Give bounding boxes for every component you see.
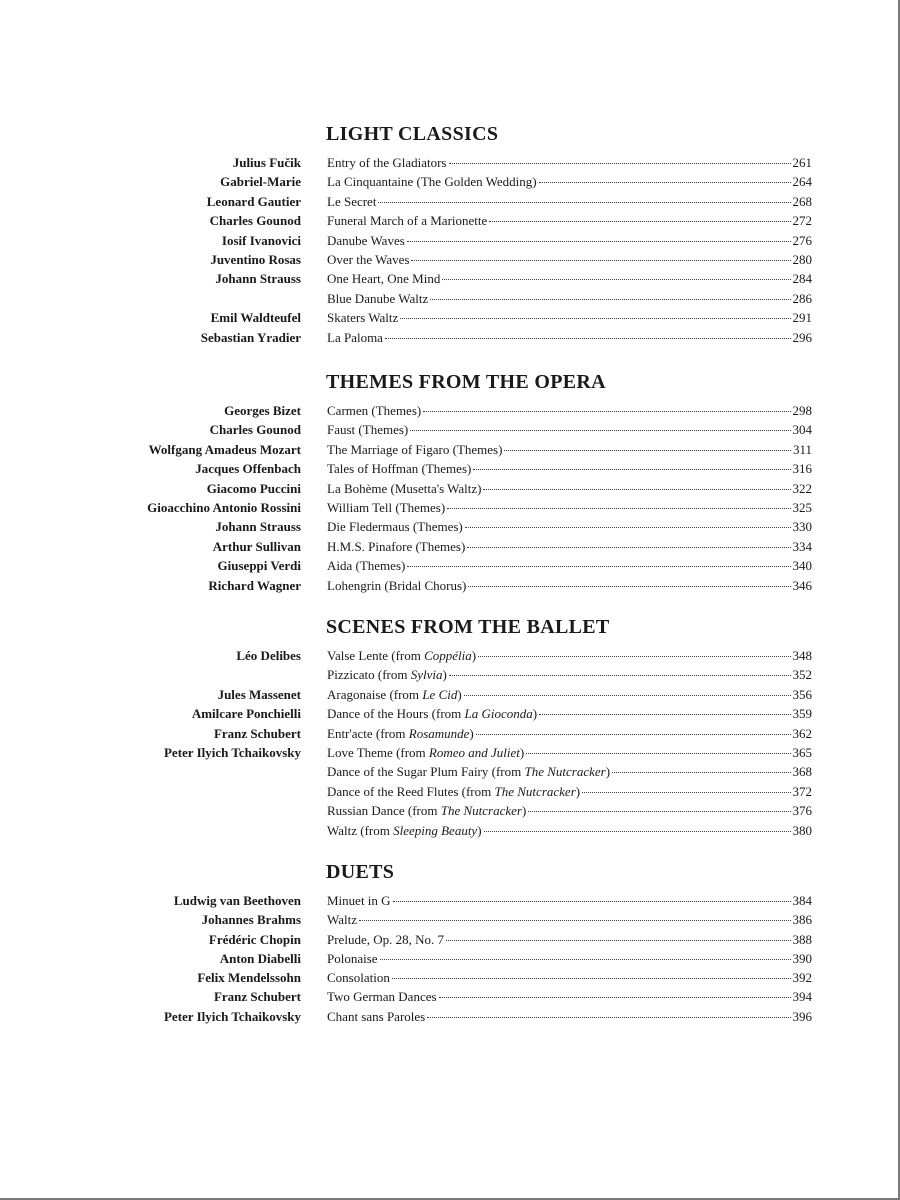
entry-title-line [327, 440, 812, 459]
dot-leader [528, 810, 790, 812]
piece-title-end: ) [519, 745, 525, 760]
piece-title-text: Russian Dance (from [327, 803, 441, 819]
entry-title-line [327, 537, 812, 556]
dot-leader [359, 919, 791, 921]
toc-entry [0, 308, 900, 327]
dot-leader [407, 240, 791, 242]
composer-name: Julius Fučik [232, 155, 301, 170]
toc-entry [0, 724, 900, 743]
page-number: 298 [792, 403, 812, 418]
entry-title-line [327, 479, 812, 498]
composer-name: Charles Gounod [209, 422, 301, 438]
work-title: Sylvia [410, 667, 443, 683]
toc-entry [0, 401, 900, 420]
work-title: Sleeping Beauty [393, 822, 478, 838]
toc-entry [0, 250, 900, 269]
work-title: Coppélia [424, 648, 472, 663]
entry-title-line [327, 724, 812, 743]
piece-title [327, 762, 610, 781]
piece-title [327, 172, 537, 191]
piece-title [327, 665, 447, 684]
dot-leader [410, 429, 790, 431]
piece-title-text: Faust (Themes) [327, 422, 409, 438]
work-title: Rosamunde [408, 725, 470, 741]
piece-title-text: Dance of the Hours (from [327, 706, 465, 722]
entry-title-line [327, 401, 812, 420]
piece-title [327, 704, 537, 723]
dot-leader [439, 996, 791, 998]
toc-entry [0, 517, 900, 536]
page-number: 362 [792, 725, 812, 741]
composer-name: Franz Schubert [213, 725, 301, 741]
entry-title-line [327, 308, 812, 327]
work-title: La Gioconda [464, 706, 533, 722]
toc-entry [0, 646, 900, 665]
piece-title-text: Skaters Waltz [327, 310, 399, 326]
piece-title [327, 289, 428, 308]
piece-title [327, 930, 444, 949]
entry-title-line [327, 153, 812, 172]
toc-entry [0, 762, 900, 781]
page-number: 388 [792, 931, 812, 947]
piece-title [327, 987, 437, 1006]
piece-title-text: Chant sans Paroles [327, 1008, 426, 1024]
page-number: 384 [792, 893, 812, 908]
piece-title-text: Funeral March of a Marionette [327, 213, 488, 229]
dot-leader [467, 546, 790, 548]
dot-leader [442, 278, 790, 280]
piece-title [327, 782, 580, 801]
entry-title-line [327, 211, 812, 230]
toc-entry [0, 968, 900, 987]
piece-title-end: ) [457, 686, 462, 702]
composer-name: Felix Mendelssohn [197, 970, 301, 985]
dot-leader [465, 526, 791, 528]
page-number: 340 [792, 558, 812, 574]
toc-entry [0, 211, 900, 230]
entry-title-line [327, 762, 812, 781]
piece-title-text: Blue Danube Waltz [327, 290, 429, 306]
page-number: 280 [792, 252, 812, 267]
composer-name: Georges Bizet [224, 403, 301, 418]
piece-title [327, 891, 391, 910]
page-number: 325 [792, 500, 812, 515]
dot-leader [449, 674, 791, 676]
page-number: 359 [792, 706, 812, 722]
piece-title-text: One Heart, One Mind [327, 271, 441, 287]
piece-title-text: Aragonaise (from [327, 686, 423, 702]
piece-title-text: La Paloma [327, 329, 383, 345]
page-number: 311 [792, 441, 812, 457]
composer-name: Giuseppi Verdi [217, 558, 301, 574]
entry-title-line [327, 498, 812, 517]
dot-leader [447, 507, 790, 509]
toc-entry [0, 665, 900, 684]
composer-name: Peter Ilyich Tchaikovsky [163, 1008, 301, 1024]
piece-title-end: ) [477, 822, 482, 838]
dot-leader [539, 713, 790, 715]
piece-title [327, 949, 378, 968]
toc-entry [0, 782, 900, 801]
toc-entry [0, 743, 900, 762]
entry-title-line [327, 556, 812, 575]
composer-name: Amilcare Ponchielli [191, 706, 301, 722]
dot-leader [411, 259, 790, 261]
entry-title-line [327, 685, 812, 704]
dot-leader [393, 900, 791, 902]
entry-title-line [327, 782, 812, 801]
dot-leader [483, 488, 790, 490]
dot-leader [582, 791, 790, 793]
toc-entry [0, 1007, 900, 1026]
page-number: 268 [792, 193, 812, 209]
section-heading: LIGHT CLASSICS [326, 123, 499, 145]
work-title: Romeo and Juliet [428, 745, 520, 760]
piece-title-end: ) [532, 706, 538, 722]
entry-title-line [327, 172, 812, 191]
entry-title-line [327, 968, 812, 987]
piece-title-text: Polonaise [327, 950, 378, 966]
entry-title-line [327, 1007, 812, 1026]
composer-name: Johannes Brahms [201, 912, 301, 928]
piece-title-text: Aida (Themes) [327, 558, 406, 574]
piece-title-text: La Cinquantaine (The Golden Wedding) [327, 174, 537, 190]
entry-title-line [327, 665, 812, 684]
entry-title-line [327, 517, 812, 536]
piece-title-text: Lohengrin (Bridal Chorus) [327, 577, 467, 593]
page-number: 365 [792, 745, 812, 760]
piece-title [327, 153, 447, 172]
page-number: 368 [792, 764, 812, 780]
composer-name: Ludwig van Beethoven [173, 893, 301, 908]
toc-entry [0, 459, 900, 478]
dot-leader [427, 1016, 790, 1018]
composer-name: Emil Waldteufel [210, 310, 301, 326]
piece-title [327, 556, 405, 575]
toc-entry [0, 930, 900, 949]
page-number: 392 [792, 970, 812, 985]
composer-name: Wolfgang Amadeus Mozart [148, 441, 301, 457]
toc-entry [0, 891, 900, 910]
piece-title [327, 821, 482, 840]
dot-leader [449, 162, 791, 164]
entry-title-line [327, 269, 812, 288]
piece-title-text: Die Fledermaus (Themes) [327, 519, 463, 535]
piece-title [327, 479, 481, 498]
page-number: 261 [792, 155, 812, 170]
piece-title-text: Danube Waves [327, 232, 405, 248]
page-number: 334 [792, 538, 812, 554]
toc-entry [0, 479, 900, 498]
toc-entry [0, 576, 900, 595]
toc-entry [0, 821, 900, 840]
toc-entry [0, 685, 900, 704]
entry-title-line [327, 231, 812, 250]
piece-title-text: Le Secret [327, 193, 377, 209]
composer-name: Charles Gounod [209, 213, 301, 229]
composer-name: Peter Ilyich Tchaikovsky [163, 745, 301, 760]
piece-title [327, 401, 421, 420]
composer-name: Johann Strauss [215, 519, 301, 535]
dot-leader [446, 939, 791, 941]
toc-entry [0, 192, 900, 211]
piece-title [327, 910, 357, 929]
dot-leader [378, 201, 790, 203]
piece-title [327, 646, 476, 665]
toc-entry [0, 440, 900, 459]
piece-title-text: Dance of the Sugar Plum Fairy (from [327, 764, 525, 780]
entry-title-line [327, 910, 812, 929]
entry-title-line [327, 891, 812, 910]
composer-name: Richard Wagner [208, 577, 301, 593]
dot-leader [385, 337, 791, 339]
page-number: 264 [792, 174, 812, 190]
piece-title [327, 231, 405, 250]
toc-entry [0, 801, 900, 820]
toc-entry [0, 420, 900, 439]
toc-entry [0, 537, 900, 556]
piece-title-text: Over the Waves [327, 252, 410, 267]
dot-leader [476, 733, 791, 735]
piece-title-text: Waltz (from [327, 822, 394, 838]
piece-title-text: Love Theme (from [327, 745, 429, 760]
piece-title-end: ) [521, 803, 527, 819]
page-number: 348 [792, 648, 812, 663]
piece-title [327, 420, 408, 439]
dot-leader [400, 317, 790, 319]
work-title: Le Cid [422, 686, 458, 702]
piece-title-end: ) [469, 725, 474, 741]
dot-leader [380, 958, 791, 960]
piece-title-end: ) [442, 667, 447, 683]
composer-name: Gabriel-Marie [220, 174, 301, 190]
piece-title [327, 724, 474, 743]
piece-title-text: H.M.S. Pinafore (Themes) [327, 538, 466, 554]
dot-leader [484, 830, 791, 832]
toc-entry [0, 289, 900, 308]
toc-entry [0, 498, 900, 517]
piece-title-text: Prelude, Op. 28, No. 7 [327, 931, 444, 947]
piece-title [327, 498, 445, 517]
entry-title-line [327, 192, 812, 211]
entry-title-line [327, 704, 812, 723]
page-number: 291 [792, 310, 812, 326]
piece-title-text: Dance of the Reed Flutes (from [327, 783, 495, 799]
piece-title [327, 211, 487, 230]
section-heading: SCENES FROM THE BALLET [326, 616, 610, 638]
composer-name: Johann Strauss [215, 271, 301, 287]
section-heading: DUETS [326, 861, 395, 883]
page-number: 286 [792, 290, 812, 306]
work-title: The Nutcracker [494, 783, 576, 799]
entry-title-line [327, 576, 812, 595]
piece-title-text: Entry of the Gladiators [327, 155, 447, 170]
piece-title [327, 743, 524, 762]
composer-name: Leonard Gautier [206, 193, 301, 209]
piece-title-end: ) [605, 764, 611, 780]
piece-title-text: La Bohème (Musetta's Waltz) [327, 480, 482, 496]
entry-title-line [327, 930, 812, 949]
page-number: 372 [792, 783, 812, 799]
piece-title-text: The Marriage of Figaro (Themes) [327, 441, 503, 457]
dot-leader [392, 977, 791, 979]
composer-name: Sebastian Yradier [200, 329, 301, 345]
piece-title [327, 308, 398, 327]
piece-title [327, 250, 409, 269]
dot-leader [423, 410, 790, 412]
piece-title-text: Waltz [327, 912, 357, 928]
composer-name: Jacques Offenbach [195, 461, 301, 477]
piece-title [327, 685, 462, 704]
page-number: 386 [792, 912, 812, 928]
composer-name: Jules Massenet [217, 686, 301, 702]
composer-name: Giacomo Puccini [206, 480, 301, 496]
piece-title [327, 459, 471, 478]
work-title: The Nutcracker [524, 764, 606, 780]
section-heading: THEMES FROM THE OPERA [326, 371, 606, 393]
page-number: 322 [792, 480, 812, 496]
piece-title-text: Two German Dances [327, 989, 437, 1005]
toc-entry [0, 328, 900, 347]
composer-name: Gioacchino Antonio Rossini [147, 500, 301, 515]
entry-title-line [327, 743, 812, 762]
piece-title [327, 517, 463, 536]
dot-leader [468, 585, 790, 587]
page-number: 376 [792, 803, 812, 819]
entry-title-line [327, 821, 812, 840]
entry-title-line [327, 289, 812, 308]
toc-entry [0, 704, 900, 723]
page-number: 352 [792, 667, 812, 683]
entry-title-line [327, 328, 812, 347]
page-number: 272 [792, 213, 812, 229]
dot-leader [504, 449, 791, 451]
piece-title-text: Carmen (Themes) [327, 403, 422, 418]
piece-title [327, 440, 502, 459]
composer-name: Frédéric Chopin [208, 931, 301, 947]
work-title: The Nutcracker [440, 803, 522, 819]
toc-entry [0, 231, 900, 250]
page-number: 276 [792, 232, 812, 248]
piece-title-text: Tales of Hoffman (Themes) [327, 461, 472, 477]
piece-title [327, 968, 390, 987]
page-number: 356 [792, 686, 812, 702]
page-number: 296 [792, 329, 812, 345]
dot-leader [612, 771, 790, 773]
toc-entry [0, 556, 900, 575]
piece-title [327, 537, 465, 556]
entry-title-line [327, 646, 812, 665]
piece-title-text: Minuet in G [327, 893, 391, 908]
page-number: 304 [792, 422, 812, 438]
page-number: 284 [792, 271, 812, 287]
piece-title [327, 269, 440, 288]
composer-name: Iosif Ivanovici [221, 232, 301, 248]
composer-name: Anton Diabelli [219, 950, 301, 966]
dot-leader [473, 468, 790, 470]
entry-title-line [327, 801, 812, 820]
toc-entry [0, 910, 900, 929]
entry-title-line [327, 459, 812, 478]
piece-title [327, 801, 526, 820]
entry-title-line [327, 949, 812, 968]
toc-entry [0, 987, 900, 1006]
composer-name: Juventino Rosas [210, 252, 301, 267]
dot-leader [430, 298, 790, 300]
piece-title-text: Consolation [327, 970, 390, 985]
piece-title [327, 576, 466, 595]
composer-name: Franz Schubert [213, 989, 301, 1005]
entry-title-line [327, 420, 812, 439]
dot-leader [407, 565, 790, 567]
piece-title-text: Valse Lente (from [327, 648, 425, 663]
composer-name: Léo Delibes [236, 648, 301, 663]
page-number: 380 [792, 822, 812, 838]
composer-name: Arthur Sullivan [212, 538, 301, 554]
page-number: 330 [792, 519, 812, 535]
piece-title-text: Entr'acte (from [327, 725, 409, 741]
dot-leader [478, 655, 790, 657]
dot-leader [489, 220, 790, 222]
dot-leader [526, 752, 790, 754]
page-number: 316 [792, 461, 812, 477]
piece-title [327, 1007, 425, 1026]
toc-entry [0, 172, 900, 191]
piece-title-text: Pizzicato (from [327, 667, 411, 683]
page-number: 396 [792, 1008, 812, 1024]
dot-leader [464, 694, 791, 696]
toc-entry [0, 949, 900, 968]
entry-title-line [327, 987, 812, 1006]
entry-title-line [327, 250, 812, 269]
toc-entry [0, 153, 900, 172]
piece-title-end: ) [575, 783, 581, 799]
page-number: 346 [792, 577, 812, 593]
toc-entry [0, 269, 900, 288]
piece-title-end: ) [471, 648, 477, 663]
piece-title [327, 192, 376, 211]
dot-leader [539, 181, 791, 183]
piece-title [327, 328, 383, 347]
piece-title-text: William Tell (Themes) [327, 500, 446, 515]
page-number: 394 [792, 989, 812, 1005]
page-number: 390 [792, 950, 812, 966]
